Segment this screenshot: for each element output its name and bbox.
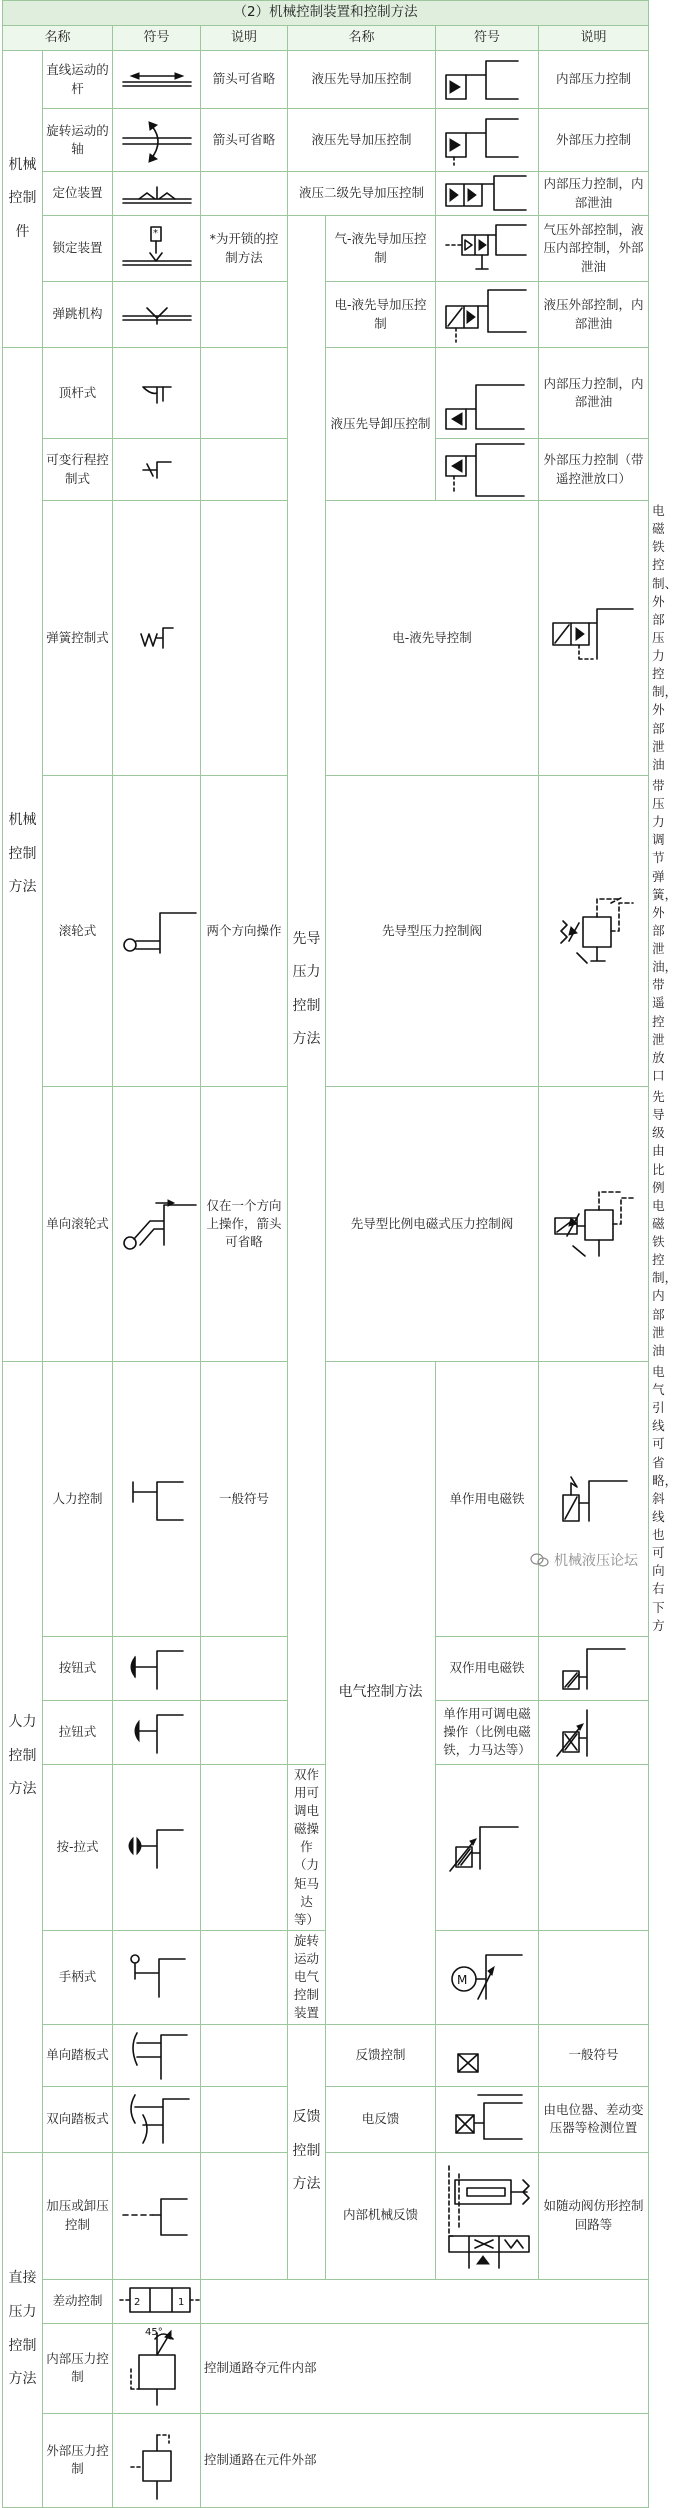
row-name: 拉钮式	[43, 1700, 113, 1764]
row-desc: 如随动阀仿形控制回路等	[539, 2152, 649, 2279]
row-name: 液压先导加压控制	[288, 51, 436, 109]
row-desc: *为开锁的控制方法	[201, 216, 288, 282]
row-desc	[201, 1700, 288, 1764]
roller-symbol	[116, 901, 202, 961]
label-2: 2	[134, 2297, 141, 2308]
row-desc	[539, 1764, 649, 1930]
pressure-control-symbol	[117, 2191, 197, 2241]
row-desc: 气压外部控制，液压内部控制，外部泄油	[539, 216, 649, 282]
row-name: 先导型压力控制阀	[326, 775, 539, 1086]
one-way-roller-symbol	[116, 1189, 202, 1259]
push-pull-symbol	[117, 1822, 197, 1872]
wechat-icon	[530, 1553, 550, 1567]
single-solenoid-symbol	[549, 1471, 639, 1527]
row-name: 双向踏板式	[43, 2086, 113, 2152]
row-name: 手柄式	[43, 1930, 113, 2024]
row-name: 单作用可调电磁操作（比例电磁铁，力马达等）	[436, 1700, 539, 1764]
row-name: 锁定装置	[43, 216, 113, 282]
category-pilot-pressure: 先导压力控制方法	[288, 216, 326, 1765]
push-button-symbol	[117, 1643, 197, 1693]
detent-symbol	[117, 179, 197, 209]
row-name: 双作用可调电磁操作（力矩马达等）	[288, 1764, 326, 1930]
watermark-text: 机械液压论坛	[554, 1553, 638, 1569]
row-desc: 内部压力控制，内部泄油	[539, 348, 649, 439]
row-desc: 控制通路夺元件内部	[201, 2323, 649, 2413]
row-desc	[201, 501, 288, 776]
electro-pilot-symbol	[549, 603, 639, 673]
row-desc	[539, 1930, 649, 2024]
row-desc	[201, 1930, 288, 2024]
svg-text:*: *	[152, 227, 158, 239]
watermark	[530, 1550, 638, 1570]
electro-hydraulic-pilot-symbol	[442, 286, 532, 344]
two-stage-pilot-symbol	[442, 174, 532, 214]
rotary-shaft-symbol	[117, 115, 197, 165]
pilot-external-symbol	[442, 113, 532, 167]
row-desc	[201, 282, 288, 348]
row-desc	[201, 2152, 288, 2279]
row-desc	[201, 439, 288, 501]
electric-motor-symbol	[442, 1949, 532, 2005]
row-name: 气-液先导加压控制	[326, 216, 436, 282]
row-desc: 一般符号	[201, 1361, 288, 1636]
pilot-pressure-valve-symbol	[549, 893, 639, 969]
row-name: 加压或卸压控制	[43, 2152, 113, 2279]
torque-motor-symbol	[442, 1819, 532, 1875]
row-desc: 箭头可省略	[201, 109, 288, 172]
single-pedal-symbol	[117, 2027, 197, 2083]
row-name: 差动控制	[43, 2279, 113, 2323]
row-desc: 控制通路在元件外部	[201, 2413, 649, 2507]
internal-pressure-symbol	[117, 2325, 197, 2411]
proportional-solenoid-symbol	[549, 1704, 639, 1760]
row-name: 液压先导加压控制	[288, 109, 436, 172]
spring-symbol	[117, 618, 197, 658]
row-desc: 外部压力控制	[539, 109, 649, 172]
row-desc: 液压外部控制，内部泄油	[539, 282, 649, 348]
row-name: 液压先导卸压控制	[326, 348, 436, 501]
header-name-left: 名称	[3, 26, 113, 51]
row-desc	[201, 2024, 288, 2086]
linear-rod-symbol	[117, 65, 197, 95]
row-name: 按-拉式	[43, 1764, 113, 1930]
row-name: 单作用电磁铁	[436, 1361, 539, 1636]
row-name: 外部压力控制	[43, 2413, 113, 2507]
row-name: 双作用电磁铁	[436, 1636, 539, 1700]
variable-stroke-symbol	[117, 450, 197, 490]
row-name: 内部机械反馈	[326, 2152, 436, 2279]
row-name: 弹跳机构	[43, 282, 113, 348]
header-desc-left: 说明	[201, 26, 288, 51]
row-desc: 箭头可省略	[201, 51, 288, 109]
pilot-internal-symbol	[442, 55, 532, 105]
proportional-pilot-valve-symbol	[549, 1184, 639, 1264]
header-name-right: 名称	[288, 26, 436, 51]
row-name: 反馈控制	[326, 2024, 436, 2086]
header-symbol-left: 符号	[113, 26, 201, 51]
row-name: 电-液先导加压控制	[326, 282, 436, 348]
row-desc	[201, 1764, 288, 1930]
row-name: 电反馈	[326, 2086, 436, 2152]
row-desc: 仅在一个方向上操作，箭头可省略	[201, 1087, 288, 1362]
angle-label: 45°	[144, 2327, 163, 2338]
row-name: 单向踏板式	[43, 2024, 113, 2086]
row-desc: 外部压力控制（带遥控泄放口）	[539, 439, 649, 501]
category-manual-methods: 人力控制方法	[3, 1361, 43, 2152]
double-pedal-symbol	[117, 2089, 197, 2149]
row-desc: 两个方向操作	[201, 775, 288, 1086]
row-name: 旋转运动的轴	[43, 109, 113, 172]
row-name: 可变行程控制式	[43, 439, 113, 501]
row-desc	[201, 172, 288, 216]
feedback-symbol	[442, 2030, 532, 2080]
category-feedback: 反馈控制方法	[288, 2024, 326, 2279]
row-name: 按钮式	[43, 1636, 113, 1700]
row-desc: 由电位器、差动变压器等检测位置	[539, 2086, 649, 2152]
row-name: 顶杆式	[43, 348, 113, 439]
electric-feedback-symbol	[442, 2089, 532, 2149]
mechanical-feedback-symbol	[439, 2156, 539, 2276]
differential-symbol	[116, 2284, 202, 2318]
row-name: 液压二级先导加压控制	[288, 172, 436, 216]
table-title: （2）机械控制装置和控制方法	[3, 1, 649, 26]
row-desc	[201, 2086, 288, 2152]
double-solenoid-symbol	[549, 1643, 639, 1693]
plunger-symbol	[117, 373, 197, 413]
symbol-table: （2）机械控制装置和控制方法 名称 符号 说明 名称 符号 说明 机械控制件 直线运动的杆 箭头可省略 液压先导加压控制 内部压力控制 旋转运动的轴 箭头可省略 液压先导加压控制 外部压力控制 定位装置 液压二级先导加压控制 内部压力控制，内部泄油 锁定装置 * *为开锁的控制方法 先导压力控制方法 气-液先导加压控制 气压外部控制，液压内部控制，外部泄油 弹跳机构 电-液先导加压控制 液压外部控制，内部泄油 机械控制方法 顶杆式 液压先导卸压控制 内部压力控制，内部泄油 可变行程控制式 外部压力控制（带遥控泄放口） 弹簧控制式 电-液先导控制 电磁铁控制、外部压力控制，外部泄油 滚轮式 两个方向操作 先导型压力控制阀 带压力调节弹簧，外部泄油，带遥控泄放口 单向滚轮式 仅在一个方向上操作，箭头可省略 先导型比例电磁式压力控制阀 先导级由比例电磁铁控制，内部泄油 人力控制方法 人力控制 一般符号 电气控制方法 单作用电磁铁 电气引线可省略，斜线也可向右下方 按钮式 双作用电磁铁 拉钮式 单作用可调电磁操作（比例电磁铁，力马达等） 按-拉式 双作用可调电磁操作（力矩马达等） 手柄式 旋转运动电气控制装置 M 单向踏板式 反馈控制方法 反馈控制 一般符号 双向踏板式 电反馈 由电位器、差动变压器等检测位置 直接压力控制方法 加压或卸压控制 内部机械反馈 如随动阀仿形控制回路等 差动控制 2 1 内部压力控制 45° 控制通路夺元件内部 外部压力控制 控制通路在元件外部	[2, 0, 649, 2508]
header-symbol-right: 符号	[436, 26, 539, 51]
header-desc-right: 说明	[539, 26, 649, 51]
label-1: 1	[178, 2297, 185, 2308]
row-desc: 一般符号	[539, 2024, 649, 2086]
row-desc: 内部压力控制，内部泄油	[539, 172, 649, 216]
row-name: 电-液先导控制	[326, 501, 539, 776]
row-name: 先导型比例电磁式压力控制阀	[326, 1087, 539, 1362]
pilot-unload-external-symbol	[442, 442, 532, 498]
category-direct-pressure: 直接压力控制方法	[3, 2152, 43, 2507]
air-hydraulic-pilot-symbol	[442, 221, 532, 277]
category-mechanical-parts: 机械控制件	[3, 51, 43, 348]
motor-label: M	[457, 1973, 468, 1988]
pull-button-symbol	[117, 1707, 197, 1757]
lever-symbol	[117, 1949, 197, 2005]
category-electric: 电气控制方法	[326, 1361, 436, 2024]
manual-symbol	[117, 1474, 197, 1524]
row-name: 旋转运动电气控制装置	[288, 1930, 326, 2024]
toggle-symbol	[117, 300, 197, 330]
pilot-unload-internal-symbol	[442, 353, 532, 433]
row-name: 定位装置	[43, 172, 113, 216]
row-name: 人力控制	[43, 1361, 113, 1636]
row-desc: 内部压力控制	[539, 51, 649, 109]
category-mechanical-methods: 机械控制方法	[3, 348, 43, 1362]
row-desc	[201, 1636, 288, 1700]
row-name: 弹簧控制式	[43, 501, 113, 776]
page	[2, 0, 677, 2476]
row-name: 直线运动的杆	[43, 51, 113, 109]
row-name: 内部压力控制	[43, 2323, 113, 2413]
row-desc	[201, 348, 288, 439]
row-name: 单向滚轮式	[43, 1087, 113, 1362]
row-name: 滚轮式	[43, 775, 113, 1086]
row-desc	[201, 2279, 649, 2323]
lock-symbol	[117, 221, 197, 277]
external-pressure-symbol	[117, 2417, 197, 2503]
